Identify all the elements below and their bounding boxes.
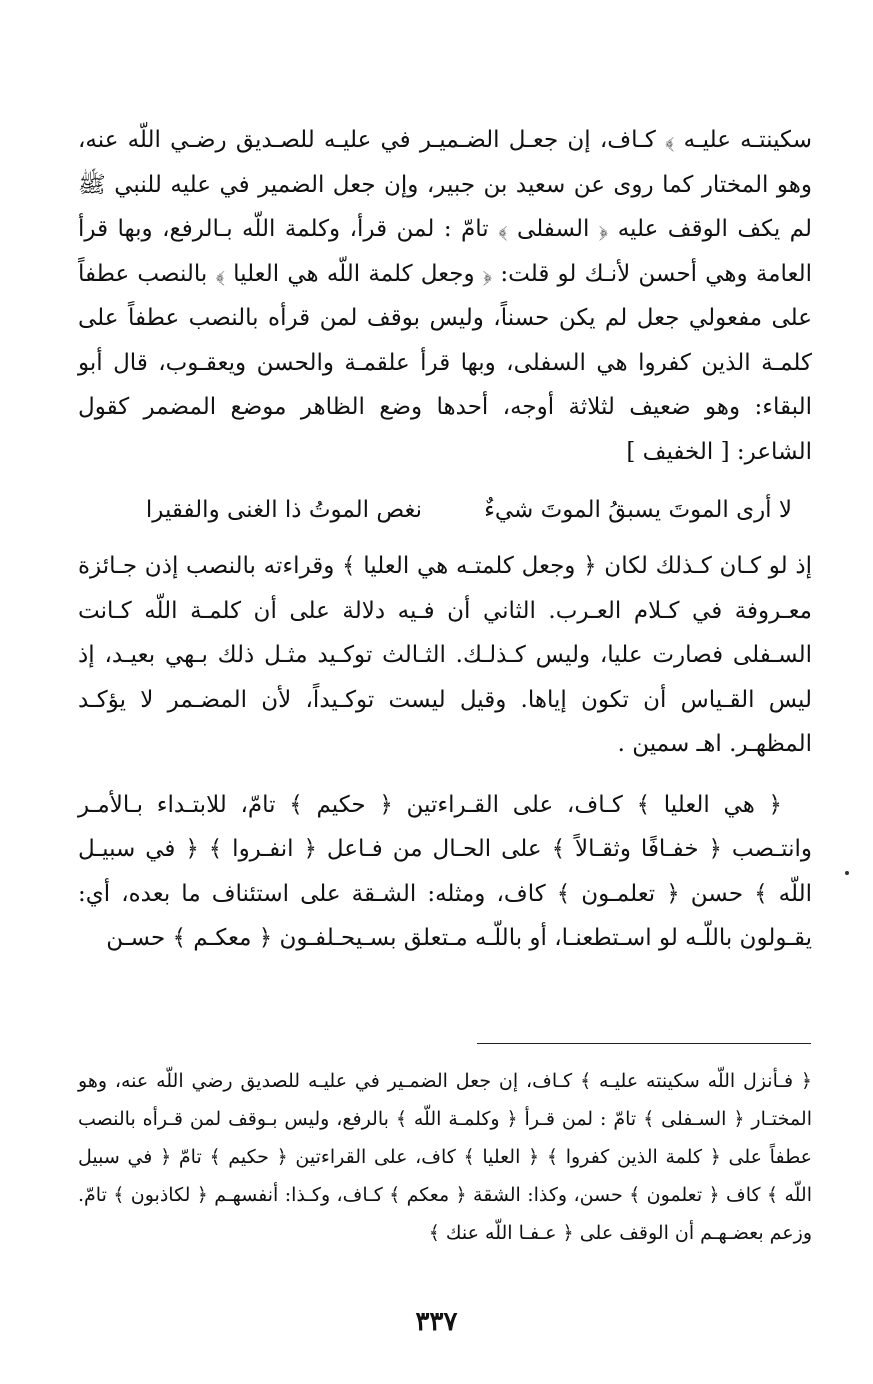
margin-dot <box>845 871 849 875</box>
footnote-separator <box>477 1043 811 1044</box>
footnote <box>78 1062 812 1252</box>
poetry-verse <box>78 486 812 534</box>
page-number: ٣٣٧ <box>415 1307 458 1337</box>
paragraph-2: إذ لو كـان كـذلك لكان ﴿ وجعل كلمتـه هي العليا ﴾ وقراءته بالنصب إذن جـائزة معـروفة في كـلام العـرب. الثاني أن فـيه دلالة على أن كلمـة اللّه كـانت السـفلى فصارت عليا، وليس كـذلـك. الثـالث توكـيد مثـل ذلك بـهي بعيـد، إذ ليس القـياس أن تكون إياها. وقيل ليست توكـيداً، لأن المضـمر لا يؤكـد المظهـر. اهـ سمين . <box>78 553 812 757</box>
paragraph-3: ﴿ هي العليا ﴾ كـاف، على القـراءتين ﴿ حكيم ﴾ تامّ، للابتـداء بـالأمـر وانتـصب ﴿ خفـافًا وثقـالاً ﴾ على الحـال من فـاعل ﴿ انفـروا ﴾ ﴿ في سبيـل اللّه ﴾ حسن ﴿ تعلمـون ﴾ كاف، ومثله: الشـقة على استئناف ما بعده، أي: يقـولون باللّـه لو اسـتطعنـا، أو باللّـه مـتعلق بسـيحـلفـون ﴿ معكـم ﴾ حسـن <box>78 791 812 951</box>
footnote-text: ﴿ فـأنزل اللّه سكينته عليـه ﴾ كـاف، إن جعل الضمـير في عليـه للصديق رضي اللّه عنه، وهو المختـار ﴿ السـفلى ﴾ تامّ : لمن قـرأ ﴿ وكلمـة اللّه ﴾ بالرفع، وليس بـوقف لمن قـرأه بالنصب عطفاً على ﴿ كلمة الذين كفروا ﴾ ﴿ العليا ﴾ كاف، على القراءتين ﴿ حكيم ﴾ تامّ ﴿ في سبيل اللّه ﴾ كاف ﴿ تعلمون ﴾ حسن، وكذا: الشقة ﴿ معكم ﴾ كـاف، وكـذا: أنفسهـم ﴿ لكاذبون ﴾ تامّ. وزعم بعضـهـم أن الوقف على ﴿ عـفـا اللّه عنك ﴾ <box>78 1070 812 1244</box>
verse-second-hemistich: نغص الموتُ ذا الغنى والفقيرا <box>145 496 423 523</box>
main-text <box>78 118 812 961</box>
verse-first-hemistich: لا أرى الموتَ يسبقُ الموتَ شيءٌ <box>484 496 792 523</box>
paragraph-1: سكينتـه عليـه ﴾ كـاف، إن جعـل الضـميـر في عليـه للصـديق رضـي اللّه عنه، وهو المختار كما روى عن سعيد بن جبير، وإن جعل الضمير في عليه للنبي ﷺ لم يكف الوقف عليه ﴿ السفلى ﴾ تامّ : لمن قرأ، وكلمة اللّه بـالرفع، وبها قرأ العامة وهي أحسن لأنـك لو قلت: ﴿ وجعل كلمة اللّه هي العليا ﴾ بالنصب عطفاً على مفعولي جعل لم يكن حسناً، وليس بوقف لمن قرأه بالنصب عطفاً على كلمـة الذين كفروا هي السفلى، وبها قرأ علقمـة والحسن ويعقـوب، قال أبو البقاء: وهو ضعيف لثلاثة أوجه، أحدها وضع الظاهر موضع المضمر كقول الشاعر: [ الخفيف ] <box>78 127 812 465</box>
